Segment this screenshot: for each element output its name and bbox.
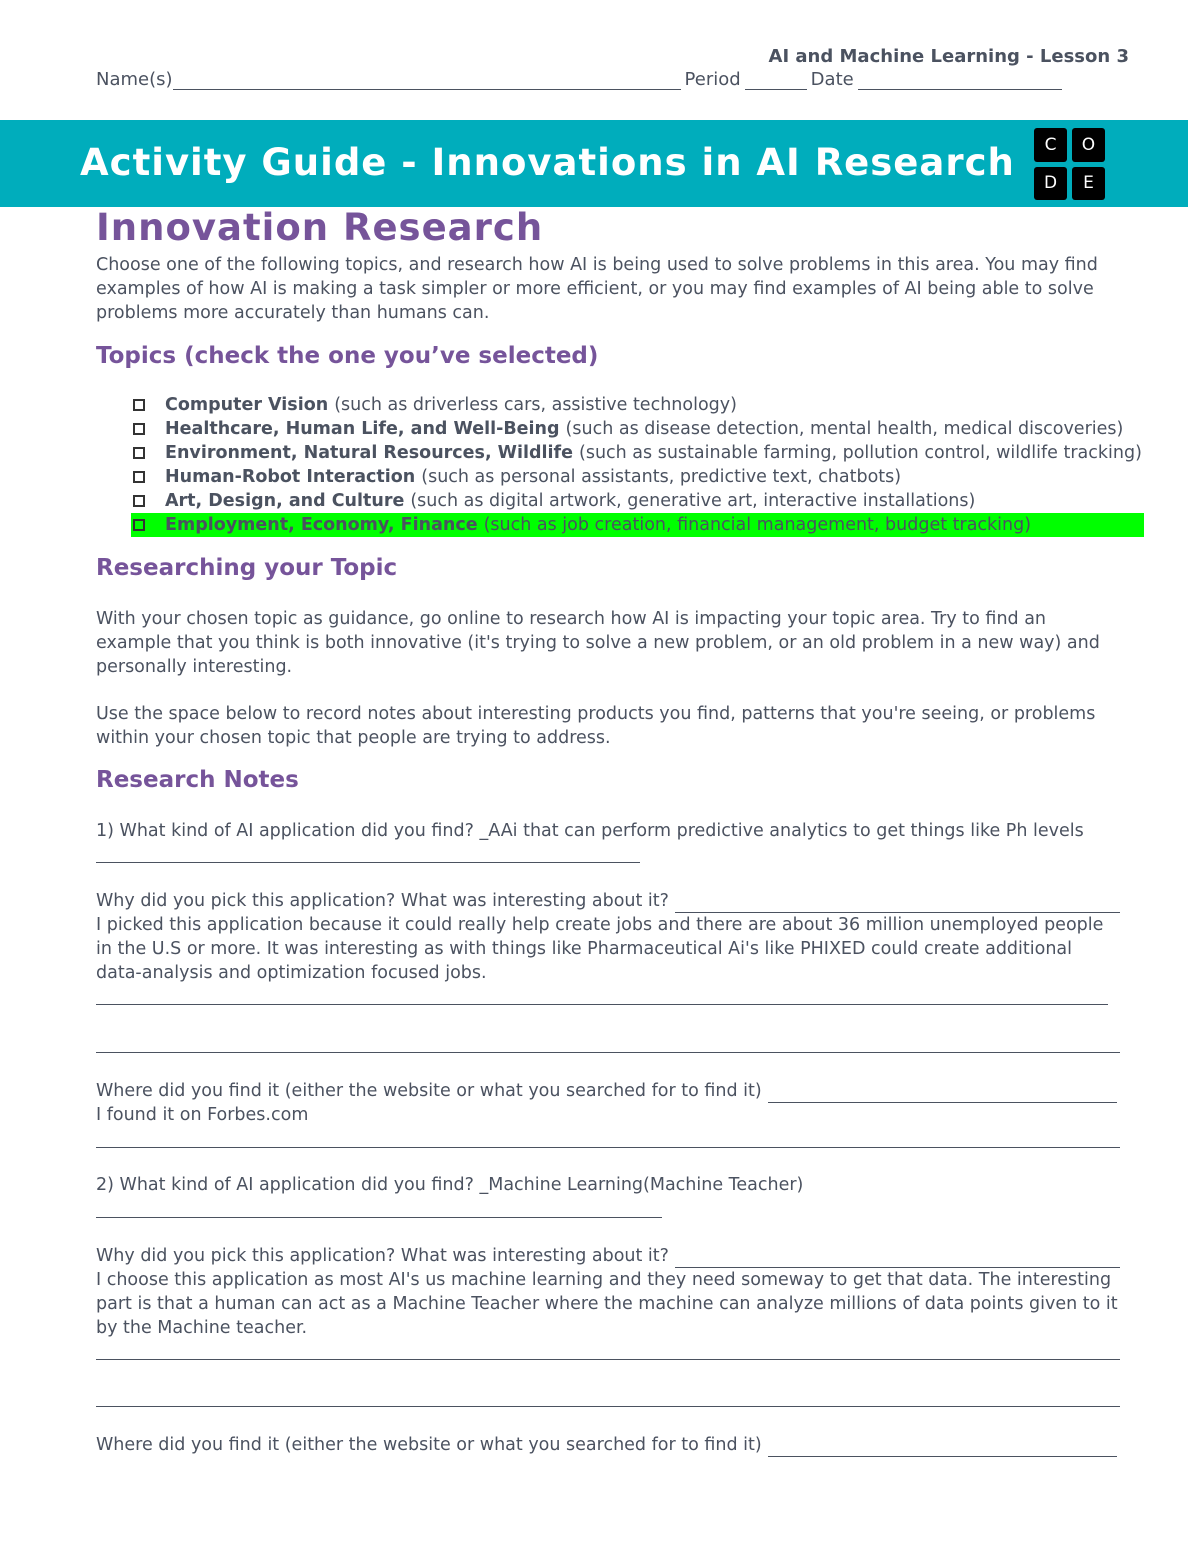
q2-why-row xyxy=(96,1244,1120,1268)
logo-letter: O xyxy=(1072,128,1105,162)
topic-examples: (such as personal assistants, predictive text, chatbots) xyxy=(421,467,902,487)
q2-why-question: Why did you pick this application? What was interesting about it? xyxy=(96,1246,669,1266)
title-banner xyxy=(0,120,1188,207)
q2-where-row xyxy=(96,1433,1117,1457)
q1-kind-question: 1) What kind of AI application did you find? _AAi that can perform predictive analytics to get things like Ph levels xyxy=(96,821,1084,841)
period-label: Period xyxy=(684,69,741,90)
logo-letter: C xyxy=(1034,128,1067,162)
period-field[interactable] xyxy=(745,71,807,90)
researching-paragraph-2: Use the space below to record notes about interesting products you find, patterns that you're seeing, or problems within your chosen topic that people are trying to address. xyxy=(96,704,1096,748)
code-logo xyxy=(1034,128,1106,200)
q2-where-question: Where did you find it (either the website or what you searched for to find it) xyxy=(96,1435,762,1455)
topics-list xyxy=(131,393,1144,537)
topic-item[interactable] xyxy=(131,417,1144,441)
section-title: Innovation Research xyxy=(96,206,544,249)
checkbox[interactable] xyxy=(133,447,145,459)
lesson-label: AI and Machine Learning - Lesson 3 xyxy=(768,46,1129,67)
q1-why-row xyxy=(96,889,1120,913)
q1-where-answer[interactable]: I found it on Forbes.com xyxy=(96,1105,309,1125)
answer-line[interactable] xyxy=(96,862,640,863)
q2-why-answer[interactable]: I choose this application as most AI's us machine learning and they need someway to get that data. The interesting part is that a human can act as a Machine Teacher where the machine can analyze millions of data points given to it by the Machine teacher. xyxy=(96,1270,1118,1338)
date-field[interactable] xyxy=(858,71,1062,90)
checkbox[interactable] xyxy=(133,519,145,531)
topic-name: Environment, Natural Resources, Wildlife xyxy=(165,443,573,463)
topic-name: Employment, Economy, Finance xyxy=(165,515,478,535)
q1-why-question: Why did you pick this application? What was interesting about it? xyxy=(96,891,669,911)
checkbox[interactable] xyxy=(133,399,145,411)
topic-examples: (such as disease detection, mental health, medical discoveries) xyxy=(565,419,1124,439)
researching-paragraph-1: With your chosen topic as guidance, go online to research how AI is impacting your topic area. Try to find an example that you think is both innovative (it's trying to solve a new problem, or an old problem in a new way) and personally interesting. xyxy=(96,609,1100,677)
answer-line[interactable] xyxy=(675,1249,1120,1268)
name-label: Name(s) xyxy=(96,69,173,90)
topic-name: Human-Robot Interaction xyxy=(165,467,416,487)
topics-heading: Topics (check the one you’ve selected) xyxy=(96,343,599,369)
answer-line[interactable] xyxy=(96,1359,1120,1360)
q1-why-answer[interactable]: I picked this application because it could really help create jobs and there are about 36 million unemployed people in the U.S or more. It was interesting as with things like Pharmaceutical Ai's like PHIXED could create additional data-analysis and optimization focused jobs. xyxy=(96,915,1104,983)
name-period-date-row xyxy=(96,69,1066,90)
topic-item[interactable] xyxy=(131,465,1144,489)
logo-letter: E xyxy=(1072,167,1105,201)
q1-where-question: Where did you find it (either the website or what you searched for to find it) xyxy=(96,1081,762,1101)
topic-examples: (such as digital artwork, generative art, interactive installations) xyxy=(410,491,976,511)
intro-paragraph: Choose one of the following topics, and research how AI is being used to solve problems in this area. You may find examples of how AI is making a task simpler or more efficient, or you may find examples of AI being able to solve problems more accurately than humans can. xyxy=(96,255,1098,323)
logo-letter: D xyxy=(1034,167,1067,201)
q2-kind-question: 2) What kind of AI application did you find? _Machine Learning(Machine Teacher) xyxy=(96,1175,804,1195)
topic-item-selected[interactable] xyxy=(131,513,1144,537)
name-field[interactable] xyxy=(173,71,681,90)
answer-line[interactable] xyxy=(96,1004,1108,1005)
answer-line[interactable] xyxy=(675,894,1120,913)
answer-line[interactable] xyxy=(96,1406,1120,1407)
topic-name: Computer Vision xyxy=(165,395,329,415)
topic-examples: (such as job creation, financial management, budget tracking) xyxy=(483,515,1032,535)
answer-line[interactable] xyxy=(768,1438,1117,1457)
checkbox[interactable] xyxy=(133,423,145,435)
topic-name: Healthcare, Human Life, and Well-Being xyxy=(165,419,560,439)
topic-item[interactable] xyxy=(131,489,1144,513)
answer-line[interactable] xyxy=(96,1052,1120,1053)
checkbox[interactable] xyxy=(133,471,145,483)
topic-examples: (such as sustainable farming, pollution control, wildlife tracking) xyxy=(579,443,1142,463)
answer-line[interactable] xyxy=(96,1147,1120,1148)
topic-examples: (such as driverless cars, assistive technology) xyxy=(334,395,737,415)
topic-name: Art, Design, and Culture xyxy=(165,491,405,511)
q1-where-row xyxy=(96,1079,1117,1103)
date-label: Date xyxy=(810,69,854,90)
topic-item[interactable] xyxy=(131,441,1144,465)
research-notes-heading: Research Notes xyxy=(96,767,299,793)
checkbox[interactable] xyxy=(133,495,145,507)
answer-line[interactable] xyxy=(96,1217,662,1218)
topic-item[interactable] xyxy=(131,393,1144,417)
answer-line[interactable] xyxy=(768,1084,1117,1103)
activity-title: Activity Guide - Innovations in AI Research xyxy=(80,141,1015,184)
researching-heading: Researching your Topic xyxy=(96,555,398,581)
